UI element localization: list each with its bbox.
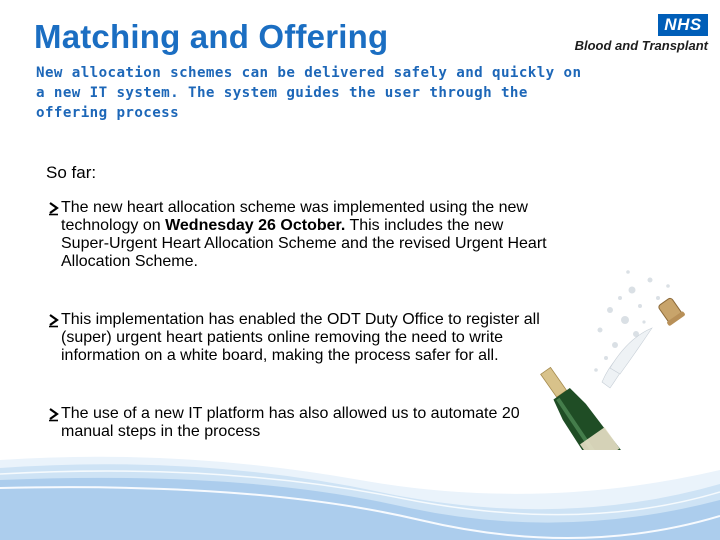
nhsbt-logo [566,14,708,58]
slide-title: Matching and Offering [34,18,389,55]
bullet-text-continued: This includes the new Super-Urgent Heart Allocation Scheme and the revised Urgent Heart Allocation Scheme. [61,217,547,270]
arrow-bullet-icon [48,405,62,423]
decorative-wave [0,440,720,540]
bullet-item [48,311,548,365]
intro-text: So far: [46,163,97,182]
bullet-text: The use of a new IT platform has also allowed us to automate 20 manual steps in the process [61,405,520,440]
bullet-text: This implementation has enabled the ODT Duty Office to register all (super) urgent heart patients online removing the need to write information on a white board, making the process safer for all. [61,311,540,364]
logo-org-name: Blood and Transplant [574,38,708,53]
nhs-badge: NHS [658,14,708,36]
bullet-item [48,199,548,271]
arrow-bullet-icon [48,311,62,329]
arrow-bullet-icon [48,199,62,217]
bullet-text: The new heart allocation scheme was implemented using the new technology on [61,199,528,234]
bullet-item [48,405,548,441]
champagne-bottle-image [540,250,720,450]
bullet-date: Wednesday 26 October. [165,217,346,234]
slide-subtitle: New allocation schemes can be delivered safely and quickly on a new IT system. The system guides the user through the offering process [36,65,582,121]
